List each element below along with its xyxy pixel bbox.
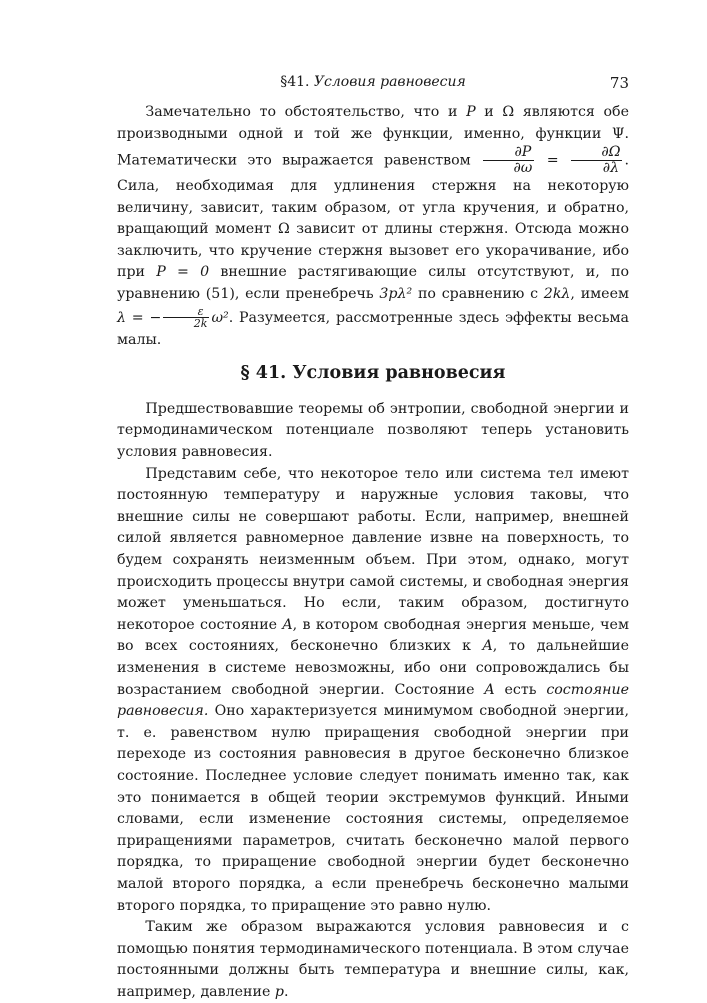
text-run: являются обе производными одной и той же функции, именно, функции [117, 104, 629, 142]
running-title [117, 74, 629, 90]
fraction-epsilon-2k [163, 306, 209, 330]
text-run: Таким же образом выражаются условия равновесия и с помощью понятия термодинамического потенциала. В этом случае постоянными должны быть температура и внешние силы, как, например, давление [117, 919, 629, 1000]
text-run: зависит от длины стержня. Отсюда можно заключить, что кручение стержня вызовет его укорачивание, ибо при [117, 221, 629, 281]
fraction-numerator: ε [163, 306, 209, 319]
page-number: 73 [609, 74, 629, 92]
running-header [117, 70, 629, 94]
math-symbol: p [274, 983, 284, 1000]
page [117, 70, 629, 1003]
fraction-numerator: ∂P [483, 145, 534, 161]
text-run: . Сила, необходимая для удлинения стержня на некоторую величину, зависит, таким образом, от угла кручения, и обратно, вращающий момент [117, 152, 629, 238]
math-symbol: Ω [278, 221, 290, 238]
math-symbol: P [466, 104, 476, 120]
emphasized-term: состояние равновесия. [117, 681, 630, 720]
math-symbol: Ω [502, 104, 515, 120]
text-run: есть [494, 681, 547, 698]
text-run: , то дальнейшие изменения в системе невозможны, ибо они сопровождались бы возрастанием свободной энергии. Состояние [117, 638, 630, 698]
fraction-dP-domega [483, 145, 534, 176]
math-symbol: A [482, 638, 493, 655]
paragraph-3 [117, 464, 629, 917]
text-run: Представим себе, что некоторое тело или система тел имеют постоянную температуру и наружные условия таковы, что внешние силы не совершают работы. Если, например, внешней силой является равномерное давление извне на поверхность, то будем сохранять неизменным объем. При этом, однако, могут происходить процессы внутри самой системы, и свободная энергия может уменьшаться. Но если, таким образом, достигнуто некоторое состояние [117, 465, 629, 633]
running-title-text: Условия равновесия [313, 74, 466, 90]
fraction-denominator: ∂λ [602, 160, 620, 177]
fraction-denominator: ∂ω [513, 160, 533, 177]
math-expression: P = 0 [156, 264, 210, 281]
paragraph-4 [117, 917, 629, 1003]
section-heading: § 41. Условия равновесия [240, 363, 506, 384]
math-symbol: Ψ [612, 125, 625, 142]
math-expression: ω² [211, 309, 229, 326]
text-run: , имеем [570, 285, 630, 302]
text-run: . [283, 983, 289, 1000]
math-symbol: A [484, 681, 495, 698]
text-run: внешние растягивающие силы отсутствуют, и, по уравнению (51), если пренебречь [117, 264, 629, 302]
math-expression: λ = − [117, 309, 162, 326]
math-expression: 3pλ² [379, 285, 413, 302]
math-symbol: A [282, 616, 293, 633]
text-run: , в котором свободная энергия меньше, чем во всех состояниях, бесконечно близких к [117, 616, 629, 655]
paragraph-1 [117, 102, 629, 351]
text-run: по сравнению с [412, 285, 544, 302]
paragraph-2: Предшествовавшие теоремы об энтропии, свободной энергии и термодинамическом потенциале позволяют теперь установить условия равновесия. [117, 400, 629, 461]
equals-sign: = [536, 152, 569, 169]
fraction-dOmega-dlambda [571, 145, 623, 176]
text-run: Замечательно то обстоятельство, что и [145, 104, 467, 120]
fraction-denominator: 2k [193, 317, 208, 331]
section-mark: §41. [280, 74, 310, 90]
text-run: и [475, 104, 503, 120]
text-run: Оно характеризуется минимумом свободной энергии, т. е. равенством нулю приращения свободной энергии при переходе из состояния равновесия в другое бесконечно близкое состояние. Последнее условие следует понимать именно так, как это понимается в общей теории экстремумов функций. Иными словами, если изменение состояния системы, определяемое приращениями параметров, считать бесконечно малой первого порядка, то приращение свободной энергии будет бесконечно малой второго порядка, а если пренебречь бесконечно малыми второго порядка, то приращение это равно нулю. [117, 703, 629, 914]
fraction-numerator: ∂Ω [571, 145, 623, 161]
text-run: . Математически это выражается равенством [117, 125, 629, 169]
body-text [117, 102, 629, 1003]
text-run: . Разумеется, рассмотренные здесь эффекты весьма малы. [117, 309, 629, 348]
math-expression: 2kλ [543, 285, 571, 302]
